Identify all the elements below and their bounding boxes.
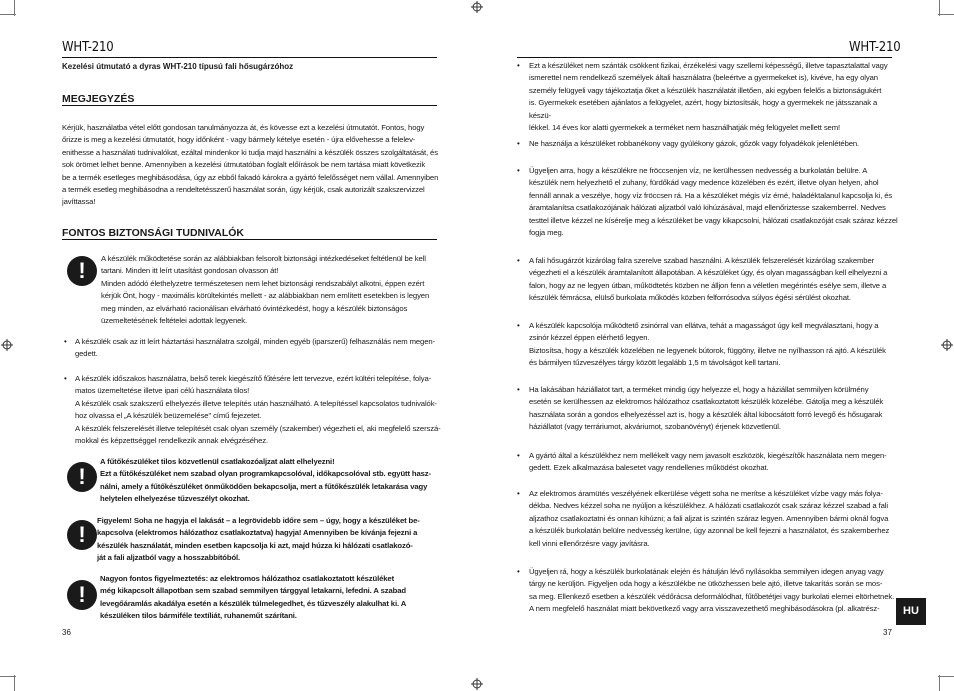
safety-heading: FONTOS BIZTONSÁGI TUDNIVALÓK [62,227,245,239]
bullet-water: Ügyeljen arra, hogy a készülékre ne fröccsenjen víz, ne kerülhessen nedvesség a burkolatán belülre. A készülék nem helyezhető el zuhany, fürdőkád vagy medence közelében és ezért, illetve olyan helyen, ahol fennáll annak a veszélye, hogy víz fröccsen rá. Ha a készüléket mégis víz érné, haladéktalanul kapcsolja ki, és áramtalanítsa csatlakozójának hálózati aljzatból való kihúzásával, majd ellenőriztesse szakemberrel. Nedves testtel illetve kézzel ne kísérelje meg a készüléket be vagy kikapcsolni, hálózati csatlakozóját csak száraz kézzel fogja meg. [529,166,898,238]
exclamation-circle-icon: ! [67,462,97,492]
model-name: WHT-210 [849,40,901,55]
bullet-pull-cord: A készülék kapcsolója működtető zsinórral van ellátva, tehát a magasságot úgy kell megválasztani, hogy a zsinór kézzel éppen elérhető legyen. Biztosítsa, hogy a készülék közelében ne legyenek bútorok, függöny, illetve ne nyílhasson rá ajtó. A készülék és bármilyen tűzveszélyes tárgy között legalább 1,5 m távolságot kell tartani. [529,321,886,368]
bullet-icon: • [517,166,520,175]
heading-rule [62,239,437,240]
bullet-icon: • [517,385,520,394]
crop-mark [14,0,15,16]
bullet-icon: • [517,256,520,265]
bullet-electric-shock: Az elektromos áramütés veszélyének elkerülése végett soha ne merítse a készüléket vízbe vagy más folya- dékba. Nedves kézzel soha ne nyúljon a készülékhez. A hálózati csatlakozót csak száraz kézzel szabad a fali aljzathoz csatlakoztatni és onnan kihúzni; a fali aljzat is szintén száraz legyen. Amennyiben bármi oknál fogva a készülék burkolatán belülre nedvesség kerülne, úgy azonnal be kell fejezni a használatot, és szakemberhez kell vinni ellenőrzésre vagy javításra. [529,489,890,548]
registration-mark-icon [941,339,953,351]
notes-paragraph: Kérjük, használatba vétel előtt gondosan tanulmányozza át, és kövesse ezt a kezelési útmutatót. Fontos, hogy őrizze is meg a kezelési útmutatót, hogy időnként - vagy bármely kételye esetén - újra elővehesse a felelev- enithesse a használati tudnivalókat, ezáltal mindenkor ki tudja majd használni a készülék összes szolgáltatását, és sok örömet lelhet benne. Amennyiben a kezelési útmutatóban foglalt előírások be nem tartása miatt következik be a termék esetleges meghibásodása, úgy az ebből fakadó károkra a gyártó felelősséget nem vállal. Amennyiben a termék esetleg meghibásodna a rendeltetésszerű használat során, úgy kérjük, csak autorizált szakszervizzel javíttassa! [62,123,439,207]
model-name: WHT-210 [62,40,114,55]
notes-heading: MEGJEGYZÉS [62,93,135,105]
crop-mark [938,676,954,677]
header-rule [517,57,892,58]
exclamation-circle-icon: ! [67,520,97,550]
registration-mark-icon [471,678,483,690]
warning-cover: Nagyon fontos figyelmeztetés: az elektromos hálózathoz csatlakoztatott készüléket még kikapcsolt állapotban sem szabad semmilyen tárggyal letakarni, lefedni. A szabad levegőáramlás akadálya esetén a készülék túlmelegedhet, és tűzveszély alakulhat ki. A készüléken tilos bármiféle textíliát, ruhaneműt szárítani. [100,574,407,621]
bullet-icon: • [517,321,520,330]
safety-intro: A készülék működtetése során az alábbiakban felsorolt biztonsági intézkedéseket feltétlenül be kell tartani. Minden itt leírt utasítást gondosan olvasson át! Minden adódó élethelyzetre természetesen nem lehet biztonsági rendszabályt alkotni, éppen ezért kérjük Önt, hogy - maximális körültekintés mellett - az alábbiakban nem említett esetekben is legyen meg minden, az elvárható racionálisan elvárható óvintézkedést, hogy a készülék biztonságos üzemeltetésének feltételei adottak legyenek. [101,254,430,326]
bullet-supervision: Ezt a készüléket nem szánták csökkent fizikai, érzékelési vagy szellemi képességű, illetve tapasztalattal vagy ismerettel nem rendelkező személyek általi használatra (beleértve a gyermekeket is), kivéve, ha egy olyan személy felügyeli vagy tájékoztatja őket a készülék használatát illetően, aki egyben felelős a biztonságukért is. Gyermekek esetében ajánlatos a felügyelet, azért, hogy biztosítsák, hogy a gyermekek ne játsszanak a készü- lékkel. 14 éves kor alatti gyermekek a terméket nem használhatják még felügyelet mellett sem! [529,61,888,133]
bullet-icon: • [64,374,67,383]
bullet-icon: • [517,61,520,70]
bullet-wall-mount: A fali hősugárzót kizárólag falra szerelve szabad használni. A készülék felszerelését kizárólag szakember végezheti el a készülék áramtalanított állapotában. A készüléket úgy, és olyan magasságban kell elhelyezni a falon, hogy az ne legyen útban, működtetés közben ne álljon fenn a véletlen megérintés esélye sem, illetve a készülék fémrácsa, elülső burkolata működés közben felforrósodva súlyos égési sérülést okozhat. [529,256,888,303]
crop-mark [14,675,15,691]
warning-socket: A fűtőkészüléket tilos közvetlenül csatlakozóaljzat alatt elhelyezni! Ezt a fűtőkészüléket nem szabad olyan programkapcsolóval, időkapcsolóval stb. együtt hasz- nálni, amely a fűtőkészüléket önműködően bekapcsolja, mert a fűtőkészülék letakarása vagy helytelen elhelyezése tűzveszélyt okozhat. [100,457,431,504]
document-subtitle: Kezelési útmutató a dyras WHT-210 típusú fali hősugárzóhoz [62,62,294,71]
header-rule [62,57,437,58]
crop-mark [939,0,940,16]
exclamation-circle-icon: ! [67,256,97,286]
bullet-icon: • [64,337,67,346]
warning-leave-on: Figyelem! Soha ne hagyja el lakását – a legrövidebb időre sem – úgy, hogy a készüléket be- kapcsolva (elektromos hálózathoz csatlakoztatva) hagyja! Amennyiben be kívánja fejezni a készülék használatát, minden esetben kapcsolja ki azt, majd húzza ki hálózati csatlakozó- ját a fali aljzatból vagy a hosszabbítóból. [97,516,420,563]
bullet-icon: • [517,451,520,460]
heading-rule [62,105,437,106]
crop-mark [939,675,940,691]
bullet-pets: Ha lakásában háziállatot tart, a terméket mindig úgy helyezze el, hogy a háziállat semmilyen körülmény esetén se kerülhessen az elektromos hálózathoz csatlakoztatott készülék közelébe. Gátolja meg a készülék használata során a gondos elhelyezéssel azt is, hogy a készülék által kibocsátott forró levegő és hősugarak háziállatot (vagy terráriumot, akváriumot, szobanövényt) érjenek közvetlenül. [529,385,884,432]
bullet-openings: Ügyeljen rá, hogy a készülék burkolatának elején és hátulján lévő nyílásokba semmilyen idegen anyag vagy tárgy ne kerüljön. Figyeljen oda hogy a készülékbe ne ütközhessen bele ajtó, illetve takarítás során se mos- sa meg. Ellenkező esetben a készülék védőrácsa deformálódhat, fűtőbetétjei vagy burkolati elemei eltörhetnek. A nem megfelelő használat miatt bekövetkező vagy arra visszavezethető meghibásodásokra (pl. alkatrész- [529,567,895,614]
exclamation-circle-icon: ! [67,580,97,610]
bullet-household-use: A készülék csak az itt leírt háztartási használatra szolgál, minden egyéb (iparszerű) felhasználás nem megen- gedett. [75,337,435,359]
bullet-accessories: A gyártó által a készülékhez nem mellékelt vagy nem javasolt eszközök, kiegészítők használata nem megen- gedett. Ezek alkalmazása balesetet vagy rendellenes működést okozhat. [529,451,887,473]
bullet-explosive: Ne használja a készüléket robbanékony vagy gyúlékony gázok, gőzök vagy folyadékok jelenlétében. [529,139,860,148]
registration-mark-icon [1,339,13,351]
bullet-icon: • [517,489,520,498]
language-tab: HU [896,598,926,625]
registration-mark-icon [471,1,483,13]
page-number: 36 [62,628,71,637]
crop-mark [938,14,954,15]
bullet-icon: • [517,567,520,576]
bullet-installation: A készülék időszakos használatra, belső terek kiegészítő fűtésére lett tervezve, ezért kültéri telepítése, folya- matos üzemeltetése illetve ipari célú használata tilos! A készülék csak szakszerű elhelyezés illetve telepítés után használható. A telepítéssel kapcsolatos tudnivalók- hoz olvassa el „A készülék beüzemelése" című fejezetet. A készülék felszerelését illetve telepítését csak olyan személy (szakember) végezheti el, aki megfelelő szerszá- mokkal és képzettséggel rendelkezik annak elvégzéséhez. [75,374,441,446]
page-number: 37 [883,628,892,637]
bullet-icon: • [517,139,520,148]
